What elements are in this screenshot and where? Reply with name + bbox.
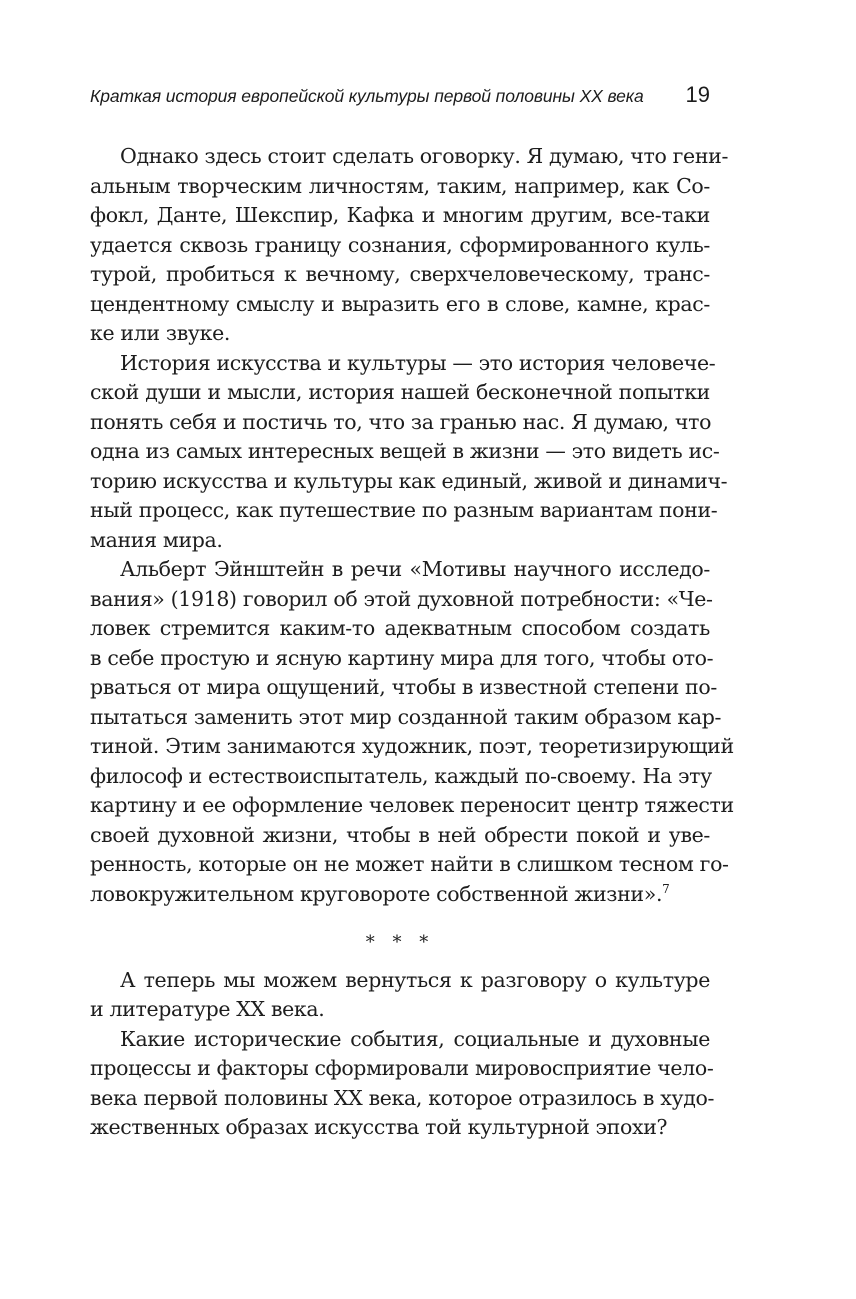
text-line: и литературе XX века. [90,997,325,1021]
paragraph-1 [90,142,729,349]
text-line: Какие исторические события, социальные и духовные [120,1026,710,1051]
text-line: Альберт Эйнштейн в речи «Мотивы научного исследо- [120,557,710,581]
text-line: вания» (1918) говорил об этой духовной потребности: «Че- [90,586,713,611]
text-line: ской души и мысли, история нашей бесконечной попытки [90,380,710,404]
text-line: рваться от мира ощущений, чтобы в известной степени по- [90,675,717,699]
running-title: Краткая история европейской культуры первой половины XX века [90,86,644,106]
section-separator: * * * [365,932,435,953]
body-text [90,142,734,1143]
paragraph-4 [90,966,710,1025]
text-line: одна из самых интересных вещей в жизни — это видеть ис- [90,439,720,463]
text-line: А теперь мы можем вернуться к разговору о культуре [120,967,710,992]
text-line: ный процесс, как путешествие по разным вариантам пони- [90,498,718,522]
text-line: своей духовной жизни, чтобы в ней обрести покой и уве- [90,822,710,847]
text-line: пытаться заменить этот мир созданной таким образом кар- [90,704,722,729]
text-line: философ и естествоиспытатель, каждый по-своему. На эту [90,763,712,788]
text-line: альным творческим личностям, таким, например, как Со- [90,173,710,198]
text-line: в себе простую и ясную картину мира для того, чтобы ото- [90,645,714,670]
text-line: мания мира. [90,527,223,552]
text-line: века первой половины XX века, которое отразилось в худо- [90,1085,715,1110]
page-number: 19 [685,82,710,107]
paragraph-2 [90,349,728,556]
footnote-marker[interactable]: 7 [662,881,670,896]
running-head [90,82,710,112]
text-line: жественных образах искусства той культурной эпохи? [90,1115,668,1139]
text-line: картину и ее оформление человек переносит центр тяжести [90,793,734,817]
text-line: процессы и факторы сформировали мировосприятие чело- [90,1056,714,1080]
text-line: торию искусства и культуры как единый, живой и динамич- [90,468,728,493]
text-line-with-footnote [90,880,710,910]
text-line: турой, пробиться к вечному, сверхчеловеческому, транс- [90,262,710,286]
text-line: понять себя и постичь то, что за гранью нас. Я думаю, что [90,409,712,434]
text-line: История искусства и культуры — это история человече- [120,350,716,375]
text-line: фокл, Данте, Шекспир, Кафка и многим другим, все-таки [90,203,710,227]
text-line: удается сквозь границу сознания, сформированного куль- [90,232,710,257]
text-line: ке или звуке. [90,321,231,345]
text-line: тиной. Этим занимаются художник, поэт, теоретизирующий [90,734,734,758]
paragraph-3 [90,555,734,909]
text-line: ренность, которые он не может найти в слишком тесном го- [90,852,729,876]
text-line: ловокружительном круговороте собственной жизни». [90,881,663,906]
text-line: ловек стремится каким-то адекватным способом создать [90,616,710,640]
text-line: Однако здесь стоит сделать оговорку. Я думаю, что гени- [120,144,729,168]
text-line: цендентному смыслу и выразить его в слове, камне, крас- [90,291,710,316]
paragraph-5 [90,1025,715,1143]
